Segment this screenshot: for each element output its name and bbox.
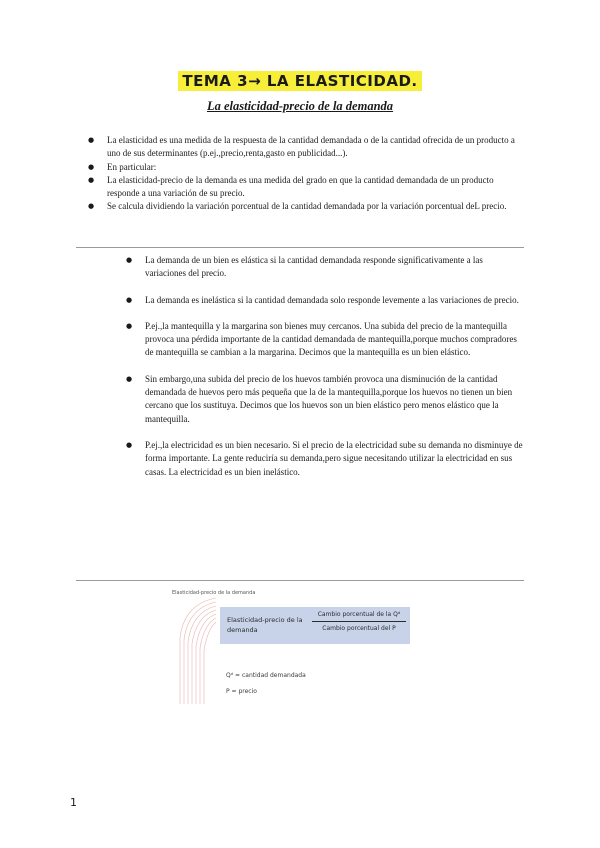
- list-item: ● P.ej.,la electricidad es un bien necesario. Si el precio de la electricidad sube su demanda no disminuye de forma importante. La gente reduciría su demanda,pero sigue necesitando utilizar la electricidad en sus casas. La electricidad es un bien inelástico.: [126, 439, 526, 479]
- divider: [76, 247, 524, 248]
- detail-bullet-list: [126, 254, 526, 492]
- legend-quantity: Qᵈ = cantidad demandada: [226, 672, 306, 679]
- page-title: [0, 72, 600, 91]
- legend-price: P = precio: [226, 688, 257, 695]
- formula-box: [220, 607, 410, 644]
- list-item: ● La elasticidad-precio de la demanda es una medida del grado en que la cantidad demandada de un producto responde a una variación de su precio.: [88, 174, 524, 201]
- list-item: ● En particular:: [88, 161, 524, 174]
- list-item: ● La demanda es inelástica si la cantidad demandada solo responde levemente a las variaciones de precio.: [126, 294, 526, 307]
- divider: [76, 580, 524, 581]
- figure-caption: Elasticidad-precio de la demanda: [172, 590, 256, 596]
- formula-denominator: Cambio porcentual del P: [322, 625, 396, 632]
- list-item: ● P.ej.,la mantequilla y la margarina son bienes muy cercanos. Una subida del precio de la mantequilla provoca una pérdida importante de la cantidad demandada de mantequilla,porque muchos compradores de mantequilla se cambian a la margarina. Decimos que la mantequilla es un bien elástico.: [126, 320, 526, 360]
- formula-figure: [170, 590, 410, 706]
- decorative-curves: [170, 590, 220, 706]
- list-item: ● La demanda de un bien es elástica si la cantidad demandada responde significativamente a las variaciones del precio.: [126, 254, 526, 281]
- page-number: 1: [70, 796, 77, 809]
- intro-bullet-list: [88, 134, 524, 214]
- formula-fraction: [312, 611, 406, 632]
- page-title-text: TEMA 3→ LA ELASTICIDAD.: [178, 71, 421, 91]
- formula-label: Elasticidad-precio de la demanda: [227, 616, 303, 634]
- list-item: ● Sin embargo,una subida del precio de los huevos también provoca una disminución de la cantidad demandada de huevos pero más pequeña que la de la mantequilla,porque los huevos no tienen un bien cercano que los sustituya. Decimos que los huevos son un bien elástico pero menos elástico que la mantequilla.: [126, 373, 526, 426]
- list-item: ● La elasticidad es una medida de la respuesta de la cantidad demandada o de la cantidad ofrecida de un producto a uno de sus determinantes (p.ej.,precio,renta,gasto en publicidad...).: [88, 134, 524, 161]
- fraction-bar: [312, 621, 406, 622]
- list-item: ● Se calcula dividiendo la variación porcentual de la cantidad demandada por la variación porcentual deL precio.: [88, 200, 524, 213]
- formula-numerator: Cambio porcentual de la Qᵈ: [317, 611, 401, 618]
- section-subtitle: La elasticidad-precio de la demanda: [206, 99, 394, 113]
